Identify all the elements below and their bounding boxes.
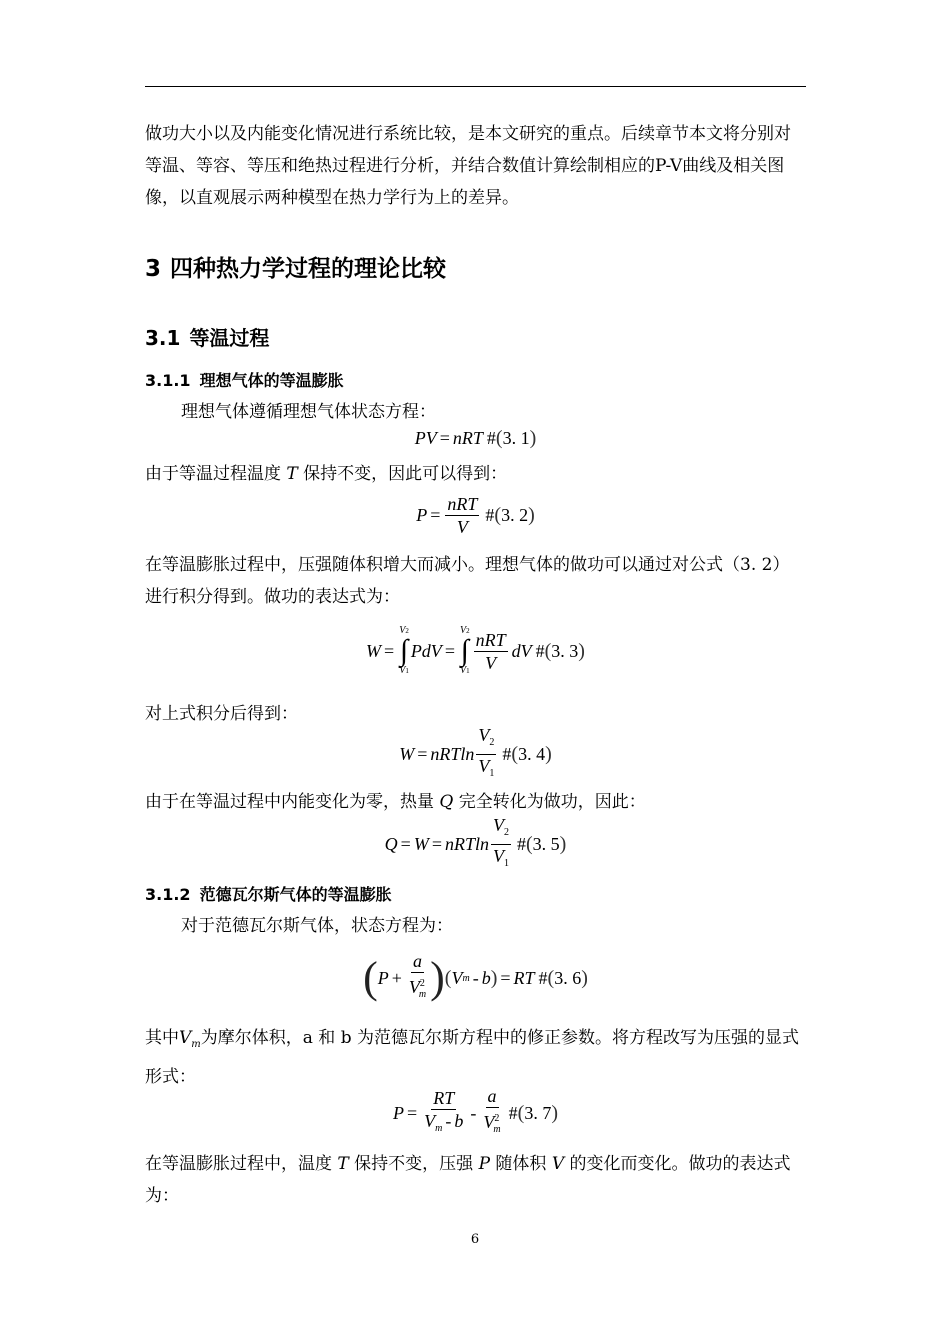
paragraph-1: 理想气体遵循理想气体状态方程：: [181, 402, 436, 422]
equation-3-4: W = nRTln $\frac{V_2}{V_1}$ #(3. 4): [399, 724, 552, 779]
subsub2-number: 3.1.2: [145, 885, 191, 904]
equation-3-7: P = $\frac{RT}{V_m - b}$ - $\frac{a}{V^2_m}$ #(3. 7): [393, 1086, 558, 1135]
equation-tag-1: #(3. 1): [486, 426, 537, 449]
equation-tag-5: #(3. 5): [516, 832, 567, 855]
subsub1-number: 3.1.1: [145, 371, 191, 390]
subsub1-title: 理想气体的等温膨胀: [199, 371, 344, 390]
subsubsection-heading-1: [145, 368, 344, 391]
header-rule: [145, 86, 806, 87]
paragraph-3: 在等温膨胀过程中，压强随体积增大而减小。理想气体的做功可以通过对公式（3. 2）进行积分得到。做功的表达式为：: [145, 555, 790, 607]
subsection-number: 3.1: [145, 326, 181, 350]
equation-tag-7: #(3. 7): [508, 1101, 558, 1124]
page-number: 6: [470, 1232, 480, 1247]
paragraph-5: 由于在等温过程中内能变化为零，热量 Q 完全转化为做功，因此：: [145, 792, 646, 812]
section-heading: [145, 250, 446, 283]
subsection-heading: [145, 322, 269, 351]
equation-tag-2: #(3. 2): [485, 503, 535, 526]
equation-3-5: Q = W = nRTln $\frac{V_2}{V_1}$ #(3. 5): [384, 814, 567, 869]
intro-paragraph: 做功大小以及内能变化情况进行系统比较，是本文研究的重点。后续章节本文将分别对等温、等容、等压和绝热过程进行分析，并结合数值计算绘制相应的P-V曲线及相关图像，以直观展示两种模型在热力学行为上的差异。: [145, 124, 791, 208]
equation-tag-6: #(3. 6): [538, 966, 588, 989]
subsubsection-heading-2: [145, 882, 392, 905]
subsub2-title: 范德瓦尔斯气体的等温膨胀: [199, 885, 392, 904]
section-number: 3: [145, 256, 162, 282]
equation-tag-3: #(3. 3): [535, 639, 585, 662]
equation-3-3: W = V2 ∫ V1 PdV = V2 ∫ V1 $\frac{\text{nRT}}{V}$ dV #(3. 3): [366, 625, 585, 676]
equation-3-6: ( P + $\frac{a}{V^2_m}$ ) ( V m - b ) = RT #(3. 6): [363, 951, 588, 1002]
equation-tag-4: #(3. 4): [502, 742, 552, 765]
paragraph-2: 由于等温过程温度 T 保持不变，因此可以得到：: [145, 464, 508, 484]
subsection-title: 等温过程: [189, 326, 270, 350]
equation-3-1: PV = nRT #(3. 1): [414, 426, 537, 449]
section-title: 四种热力学过程的理论比较: [170, 256, 447, 282]
paragraph-4: 对上式积分后得到：: [145, 704, 298, 724]
paragraph-6: 对于范德瓦尔斯气体，状态方程为：: [181, 916, 453, 936]
equation-3-2: P = $\frac{\text{nRT}}{V}$ #(3. 2): [416, 493, 535, 537]
paragraph-7: 其中$V_m$为摩尔体积，a 和 b 为范德瓦尔斯方程中的修正参数。将方程改写为压强的显式形式：: [145, 1028, 799, 1087]
paragraph-8: 在等温膨胀过程中，温度 T 保持不变，压强 P 随体积 V 的变化而变化。做功的表达式为：: [145, 1154, 791, 1206]
